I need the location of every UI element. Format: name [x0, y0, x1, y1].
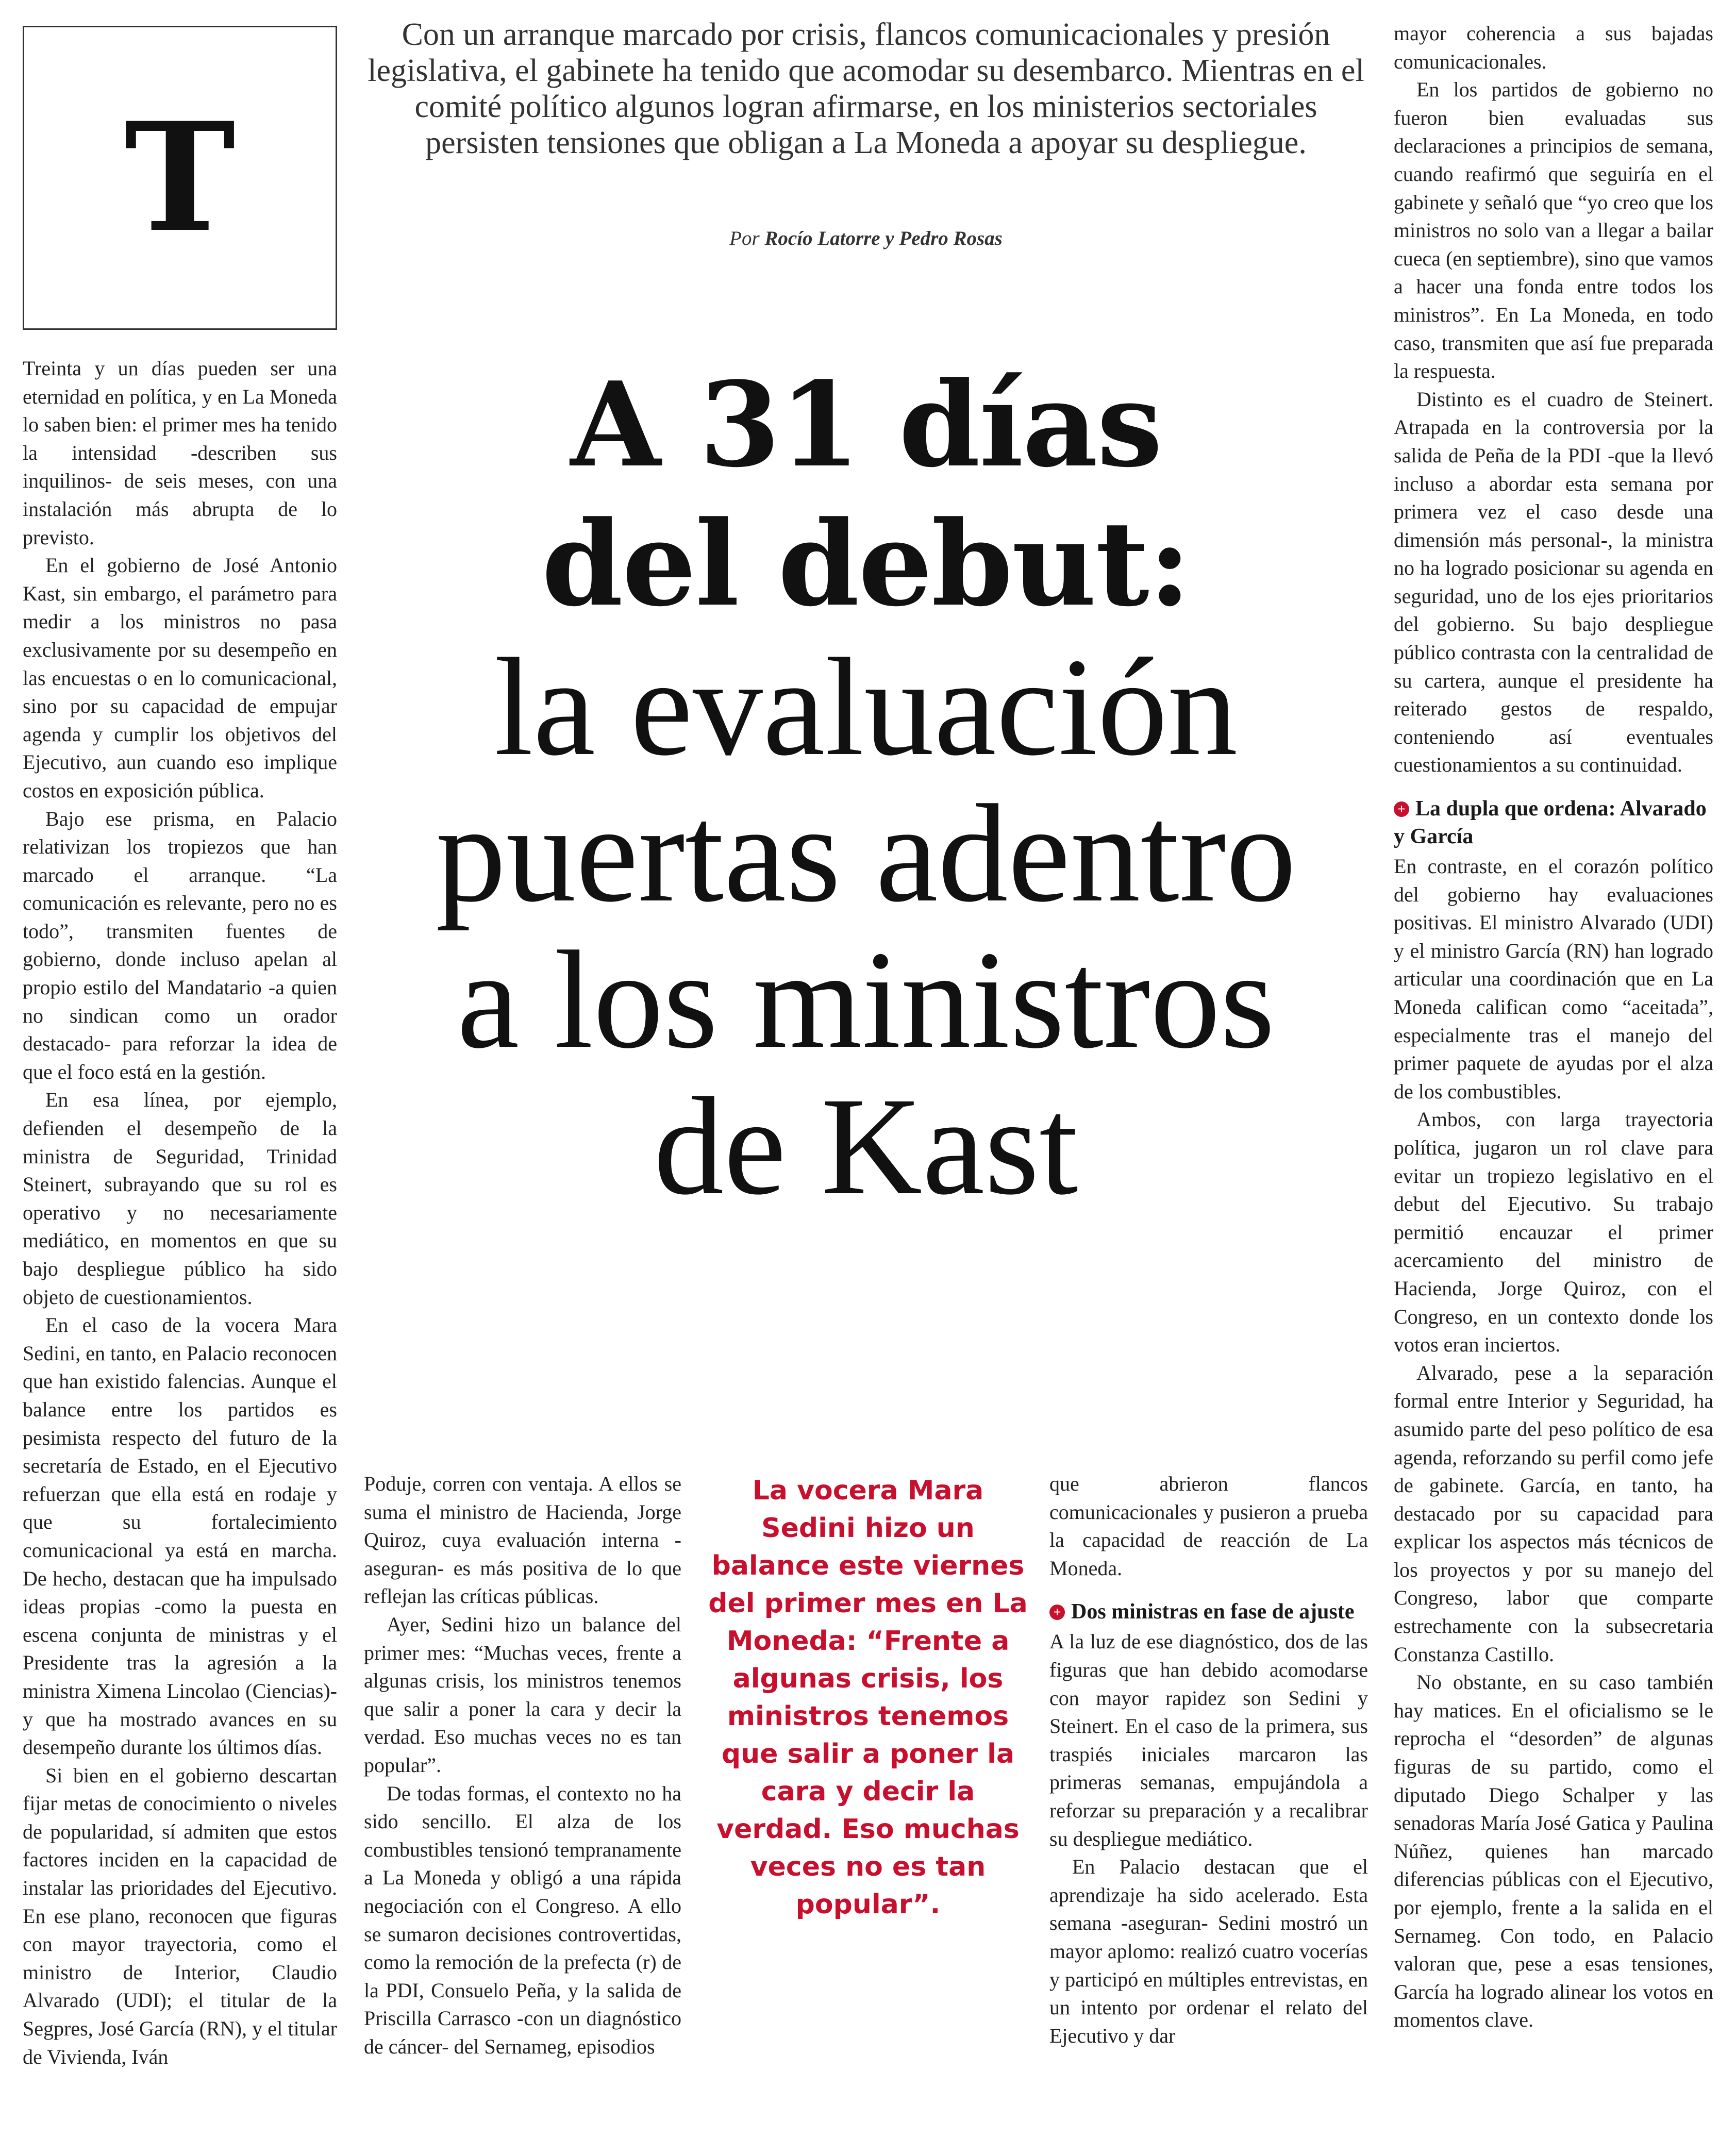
paragraph: En el caso de la vocera Mara Sedini, en tanto, en Palacio reconocen que han existido falencias. Aunque el balance entre los partidos es pesimista respecto del futuro de la secretaría de Estado, en el Ejecutivo refuerzan que ella está en rodaje y que su fortalecimiento comunicacional ya está en marcha. De hecho, destacan que ha impulsado ideas propias -como la puesta en escena conjunta de ministras y el Presidente tras la agresión a la ministra Ximena Lincolao (Ciencias)- y que ha mostrado avances en su desempeño durante los últimos días.: [23, 1313, 337, 1759]
paragraph: Poduje, corren con ventaja. A ellos se suma el ministro de Hacienda, Jorge Quiroz, cuya evaluación interna -aseguran- es más positiva de lo que reflejan las críticas públicas.: [364, 1472, 681, 1608]
paragraph: En Palacio destacan que el aprendizaje ha sido acelerado. Esta semana -aseguran- Sedini mostró un mayor aplomo: realizó cuatro vocerías y participó en múltiples entrevistas, en un intento por ordenar el relato del Ejecutivo y dar: [1049, 1855, 1368, 2047]
paragraph: Si bien en el gobierno descartan fijar metas de conocimiento o niveles de popularidad, sí admiten que estos factores inciden en la capacidad de instalar las prioridades del Ejecutivo. En ese plano, reconocen que figuras con mayor trayectoria, como el ministro de Interior, Claudio Alvarado (UDI); el titular de la Segpres, José García (RN), y el titular de Vivienda, Iván: [23, 1763, 337, 2068]
headline-line-1: A 31 días: [570, 357, 1162, 493]
drop-initial-box: [23, 26, 337, 330]
pull-quote: La vocera Mara Sedini hizo un balance este viernes del primer mes en La Moneda: “Frente a algunas crisis, los ministros tenemos que salir a poner la cara y decir la verdad. Eso muchas veces no es tan popular”.: [708, 1475, 1028, 1920]
paragraph: De todas formas, el contexto no ha sido sencillo. El alza de los combustibles tensionó tempranamente a La Moneda y obligó a una rápida negociación con el Congreso. A ello se sumaron decisiones controvertidas, como la remoción de la prefecta (r) de la PDI, Consuelo Peña, y la salida de Priscilla Carrasco -con un diagnóstico de cáncer- del Sernameg, episodios: [364, 1781, 681, 2058]
section-bullet-icon: +: [1394, 801, 1409, 817]
column-2: [364, 1470, 681, 2061]
paragraph: Alvarado, pese a la separación formal entre Interior y Seguridad, ha asumido parte del peso político de esa agenda, reforzando su perfil como jefe de gabinete. García, en tanto, ha destacado por su capacidad para explicar los aspectos más técnicos de los proyectos y por su manejo del Congreso, labor que comparte estrechamente con la subsecretaria Constanza Castillo.: [1394, 1361, 1713, 1666]
byline-authors: Rocío Latorre y Pedro Rosas: [764, 227, 1003, 249]
headline-line-6: de Kast: [654, 1068, 1078, 1224]
subhead-text: Dos ministras en fase de ajuste: [1071, 1600, 1355, 1624]
paragraph: En contraste, en el corazón político del gobierno hay evaluaciones positivas. El ministro Alvarado (UDI) y el ministro García (RN) han logrado articular una coordinación que en La Moneda califican como “aceitada”, especialmente tras el manejo del primer paquete de ayudas por el alza de los combustibles.: [1394, 855, 1713, 1103]
paragraph: Distinto es el cuadro de Steinert. Atrapada en la controversia por la salida de Peña de la PDI -que la llevó incluso a abordar esta semana por primera vez el caso desde una dimensión más personal-, la ministra no ha logrado posicionar su agenda en seguridad, uno de los ejes prioritarios del gobierno. Su bajo despliegue público contrasta con la centralidad de su cartera, aunque el presidente ha reiterado gestos de respaldo, conteniendo así eventuales cuestionamientos a su continuidad.: [1394, 387, 1713, 777]
paragraph: En los partidos de gobierno no fueron bien evaluadas sus declaraciones a principios de semana, cuando reafirmó que seguiría en el gabinete y señaló que “yo creo que los ministros no solo van a llegar a bailar cueca (en septiembre), sino que vamos a hacer una fonda entre todos los ministros”. En La Moneda, en todo caso, transmiten que así fue preparada la respuesta.: [1394, 78, 1713, 383]
paragraph: A la luz de ese diagnóstico, dos de las figuras que han debido acomodarse con mayor rapidez son Sedini y Steinert. En el caso de la primera, sus traspiés iniciales marcaron las primeras semanas, empujándola a reforzar su preparación y a recalibrar su despliegue mediático.: [1049, 1630, 1368, 1850]
column-1: [23, 355, 337, 2071]
paragraph: No obstante, en su caso también hay matices. En el oficialismo se le reprocha el “desorden” de algunas figuras de su partido, como el diputado Diego Schalper y las senadoras María José Gatica y Paulina Núñez, quienes han marcado diferencias públicas con el Ejecutivo, por ejemplo, frente a la salida en el Sernameg. Con todo, en Palacio valoran que, pese a esas tensiones, García ha logrado alinear los votos en momentos clave.: [1394, 1671, 1713, 2032]
column-5: [1394, 20, 1713, 2034]
paragraph: mayor coherencia a sus bajadas comunicacionales.: [1394, 22, 1713, 73]
subhead-text: La dupla que ordena: Alvarado y García: [1394, 797, 1707, 849]
paragraph: que abrieron flancos comunicacionales y pusieron a prueba la capacidad de reacción de La Moneda.: [1049, 1472, 1368, 1580]
section-subhead: [1394, 795, 1713, 850]
paragraph: Bajo ese prisma, en Palacio relativizan los tropiezos que han marcado el arranque. “La comunicación es relevante, pero no es todo”, transmiten fuentes de gobierno, donde incluso apelan al propio estilo del Mandatario -a quien no sindican como un orador destacado- para reforzar la idea de que el foco está en la gestión.: [23, 807, 337, 1083]
headline: [361, 356, 1371, 1224]
drop-initial: T: [124, 90, 236, 265]
paragraph: En el gobierno de José Antonio Kast, sin embargo, el parámetro para medir a los ministros no pasa exclusivamente por su desempeño en las encuestas o en lo comunicacional, sino por su capacidad de empujar agenda y cumplir los objetivos del Ejecutivo, aun cuando eso implique costos en exposición pública.: [23, 554, 337, 802]
column-4: [1049, 1470, 1368, 2050]
paragraph: Ambos, con larga trayectoria política, jugaron un rol clave para evitar un tropiezo legislativo en el debut del Ejecutivo. Su trabajo permitió encauzar el primer acercamiento del ministro de Hacienda, Jorge Quiroz, con el Congreso, en un contexto donde los votos eran inciertos.: [1394, 1108, 1713, 1357]
section-subhead: [1049, 1598, 1368, 1626]
section-bullet-icon: +: [1049, 1605, 1065, 1620]
paragraph: Treinta y un días pueden ser una eternidad en política, y en La Moneda lo saben bien: el primer mes ha tenido la intensidad -describen sus inquilinos- de seis meses, con una instalación más abrupta de lo previsto.: [23, 357, 337, 549]
byline-prefix: Por: [729, 227, 760, 249]
headline-line-2: del debut:: [541, 496, 1191, 632]
headline-line-4: puertas adentro: [436, 776, 1296, 931]
paragraph: Ayer, Sedini hizo un balance del primer mes: “Muchas veces, frente a algunas crisis, los ministros tenemos que salir a poner la cara y decir la verdad. Eso muchas veces no es tan popular”.: [364, 1612, 681, 1777]
headline-line-5: a los ministros: [457, 922, 1275, 1077]
byline: [361, 227, 1371, 250]
headline-line-3: la evaluación: [494, 629, 1238, 784]
article-dek: Con un arranque marcado por crisis, flancos comunicacionales y presión legislativa, el gabinete ha tenido que acomodar su desembarco. Mientras en el comité político algunos logran afirmarse, en los ministerios sectoriales persisten tensiones que obligan a La Moneda a apoyar su despliegue.: [368, 17, 1364, 160]
paragraph: En esa línea, por ejemplo, defienden el desempeño de la ministra de Seguridad, Trinidad Steinert, subrayando que su rol es operativo y no necesariamente mediático, en momentos en que su bajo despliegue público ha sido objeto de cuestionamientos.: [23, 1088, 337, 1309]
